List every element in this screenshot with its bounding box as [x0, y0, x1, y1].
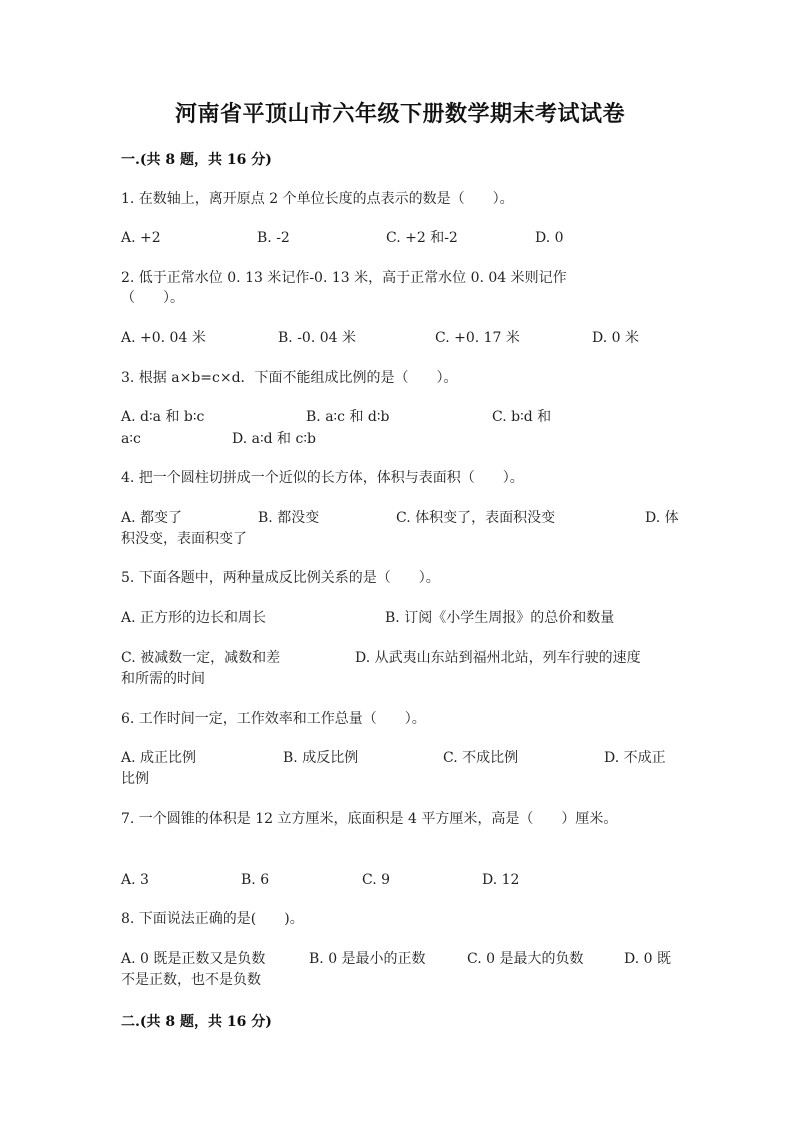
question-3-option-c-cont: a∶c: [121, 431, 141, 447]
question-5-option-d: D. 从武夷山东站到福州北站，列车行驶的速度: [355, 650, 641, 666]
question-8-option-b: B. 0 是最小的正数: [309, 951, 426, 967]
question-1-option-d: D. 0: [535, 230, 564, 246]
question-2-option-d: D. 0 米: [592, 330, 639, 346]
question-4-option-d-cont: 积没变，表面积变了: [121, 531, 247, 547]
question-2-option-b: B. -0. 04 米: [278, 330, 356, 346]
question-1-option-c: C. +2 和-2: [386, 230, 458, 246]
question-4-option-a: A. 都变了: [121, 510, 183, 526]
question-5-stem: 5. 下面各题中，两种量成反比例关系的是（ ）。: [121, 570, 440, 586]
question-2-option-c: C. +0. 17 米: [435, 330, 520, 346]
question-6-stem: 6. 工作时间一定，工作效率和工作总量（ ）。: [121, 711, 426, 727]
question-1-option-b: B. -2: [257, 230, 290, 246]
question-3-option-d: D. a∶d 和 c∶b: [232, 431, 316, 447]
question-6-option-a: A. 成正比例: [121, 750, 197, 766]
question-5-option-c: C. 被减数一定，减数和差: [121, 650, 281, 666]
question-7-stem: 7. 一个圆锥的体积是 12 立方厘米，底面积是 4 平方厘米，高是（ ）厘米。: [121, 811, 618, 827]
question-3-stem: 3. 根据 a×b=c×d．下面不能组成比例的是（ ）。: [121, 370, 458, 386]
question-4-stem: 4. 把一个圆柱切拼成一个近似的长方体，体积与表面积（ ）。: [121, 470, 524, 486]
question-5-option-a: A. 正方形的边长和周长: [121, 610, 267, 626]
section-heading-2: 二.(共 8 题，共 16 分): [121, 1014, 272, 1030]
question-3-option-c: C. b∶d 和: [492, 409, 552, 425]
question-2-option-a: A. +0. 04 米: [121, 330, 206, 346]
question-7-option-c: C. 9: [362, 872, 391, 888]
question-8-option-d: D. 0 既: [624, 951, 671, 967]
section-heading-1: 一.(共 8 题，共 16 分): [121, 152, 272, 168]
question-2-stem: 2. 低于正常水位 0. 13 米记作-0. 13 米，高于正常水位 0. 04 米则记作（ ）。: [121, 270, 567, 306]
question-3-option-a: A. d∶a 和 b∶c: [121, 409, 205, 425]
question-8-option-d-cont: 不是正数，也不是负数: [121, 972, 261, 988]
question-5-option-d-cont: 和所需的时间: [121, 671, 205, 687]
question-6-option-d: D. 不成正: [604, 750, 666, 766]
question-5-option-b: B. 订阅《小学生周报》的总价和数量: [385, 610, 615, 626]
question-7-option-d: D. 12: [482, 872, 520, 888]
question-8-option-a: A. 0 既是正数又是负数: [121, 951, 266, 967]
question-6-option-d-cont: 比例: [121, 771, 149, 787]
question-4-option-d: D. 体: [645, 510, 679, 526]
question-1-stem: 1. 在数轴上，离开原点 2 个单位长度的点表示的数是（ ）。: [121, 191, 514, 207]
question-3-option-b: B. a∶c 和 d∶b: [306, 409, 390, 425]
question-7-option-a: A. 3: [121, 872, 149, 888]
question-8-stem: 8. 下面说法正确的是( )。: [121, 911, 304, 927]
question-4-option-c: C. 体积变了，表面积没变: [396, 510, 556, 526]
page-title: 河南省平顶山市六年级下册数学期末考试试卷: [174, 101, 625, 127]
question-8-option-c: C. 0 是最大的负数: [467, 951, 584, 967]
question-6-option-c: C. 不成比例: [443, 750, 519, 766]
question-6-option-b: B. 成反比例: [283, 750, 359, 766]
question-1-option-a: A. +2: [121, 230, 161, 246]
question-7-option-b: B. 6: [241, 872, 270, 888]
question-4-option-b: B. 都没变: [258, 510, 320, 526]
